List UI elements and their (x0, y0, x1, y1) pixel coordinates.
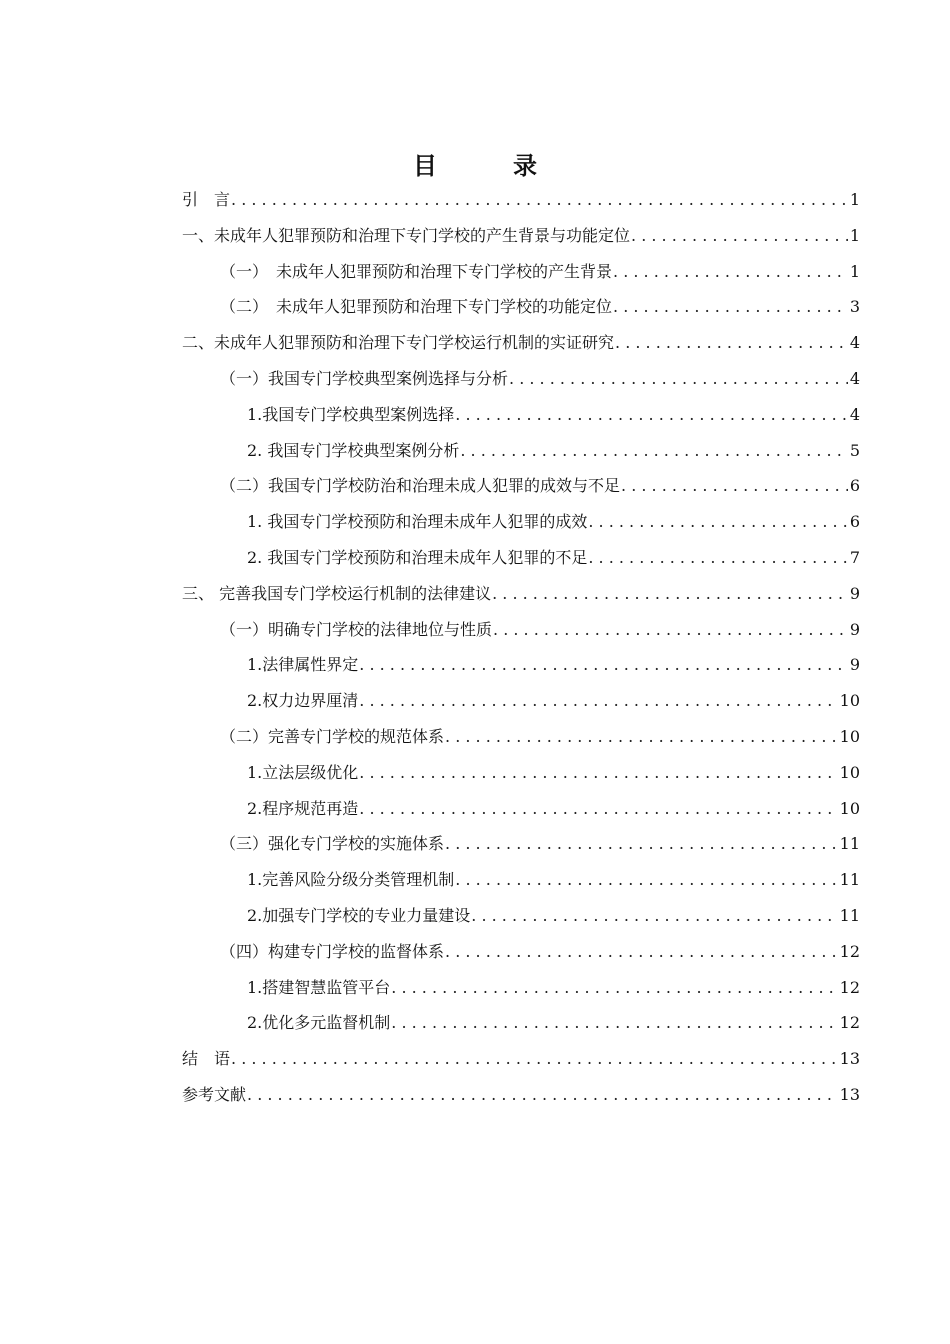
toc-page-number: 4 (849, 405, 860, 424)
toc-dot-leader (613, 295, 848, 319)
toc-page-number: 12 (839, 1013, 860, 1032)
toc-dot-leader (621, 474, 848, 498)
toc-entry[interactable] (220, 940, 860, 964)
toc-entry[interactable] (220, 367, 860, 391)
toc-entry-label: 结 语 (182, 1049, 231, 1068)
toc-entry-label: 2.优化多元监督机制 (247, 1013, 391, 1032)
toc-page-number: 6 (849, 512, 860, 531)
toc-entry[interactable] (247, 689, 860, 713)
toc-page-number: 11 (839, 870, 860, 889)
toc-entry[interactable] (247, 904, 860, 928)
toc-page-number: 10 (839, 799, 860, 818)
toc-dot-leader (445, 725, 838, 749)
toc-dot-leader (631, 224, 848, 248)
toc-entry-label: 2. 我国专门学校预防和治理未成年人犯罪的不足 (247, 548, 588, 567)
toc-dot-leader (359, 761, 837, 785)
toc-entry-label: （二）我国专门学校防治和治理未成人犯罪的成效与不足 (220, 476, 621, 495)
toc-dot-leader (391, 1011, 837, 1035)
toc-entry-label: 三、 完善我国专门学校运行机制的法律建议 (182, 584, 492, 603)
toc-entry[interactable] (182, 1047, 860, 1071)
toc-entry[interactable] (182, 188, 860, 212)
toc-dot-leader (231, 1047, 838, 1071)
toc-entry[interactable] (220, 474, 860, 498)
toc-page-number: 10 (839, 763, 860, 782)
toc-dot-leader (359, 653, 848, 677)
toc-dot-leader (615, 331, 848, 355)
toc-entry[interactable] (247, 546, 860, 570)
toc-dot-leader (445, 940, 838, 964)
toc-page-number: 10 (839, 727, 860, 746)
toc-entry[interactable] (247, 510, 860, 534)
toc-entry-label: （二）完善专门学校的规范体系 (220, 727, 445, 746)
toc-dot-leader (455, 868, 837, 892)
toc-page-number: 1 (849, 190, 860, 209)
toc-entry-label: 1.完善风险分级分类管理机制 (247, 870, 455, 889)
toc-dot-leader (359, 689, 837, 713)
toc-entry-label: （三）强化专门学校的实施体系 (220, 834, 445, 853)
toc-entry-label: 一、未成年人犯罪预防和治理下专门学校的产生背景与功能定位 (182, 226, 631, 245)
toc-entry[interactable] (182, 1083, 860, 1107)
toc-page-number: 13 (839, 1049, 860, 1068)
toc-page-number: 7 (849, 548, 860, 567)
toc-page-number: 13 (839, 1085, 860, 1104)
toc-entry[interactable] (182, 331, 860, 355)
toc-dot-leader (492, 582, 848, 606)
toc-entry-label: 2.加强专门学校的专业力量建设 (247, 906, 471, 925)
toc-dot-leader (588, 546, 847, 570)
toc-page-number: 11 (839, 906, 860, 925)
toc-page-number: 12 (839, 978, 860, 997)
toc-entry[interactable] (247, 761, 860, 785)
toc-page-number: 6 (849, 476, 860, 495)
toc-entry[interactable] (220, 295, 860, 319)
toc-entry-label: 引 言 (182, 190, 231, 209)
toc-entry[interactable] (247, 653, 860, 677)
toc-entry-label: （二） 未成年人犯罪预防和治理下专门学校的功能定位 (220, 297, 613, 316)
toc-dot-leader (493, 618, 848, 642)
toc-entry[interactable] (220, 260, 860, 284)
toc-entry-label: 1.立法层级优化 (247, 763, 359, 782)
toc-entry-label: 2.程序规范再造 (247, 799, 359, 818)
toc-entry[interactable] (220, 725, 860, 749)
toc-entry[interactable] (247, 976, 860, 1000)
toc-page-number: 1 (849, 262, 860, 281)
toc-entry-label: （一）明确专门学校的法律地位与性质 (220, 620, 493, 639)
toc-entry-label: （一）我国专门学校典型案例选择与分析 (220, 369, 509, 388)
toc-page-number: 3 (849, 297, 860, 316)
toc-page-number: 4 (849, 333, 860, 352)
toc-entry-label: 1.法律属性界定 (247, 655, 359, 674)
toc-entry[interactable] (247, 403, 860, 427)
toc-entry-label: （四）构建专门学校的监督体系 (220, 942, 445, 961)
toc-page-number: 12 (839, 942, 860, 961)
toc-page-number: 1 (849, 226, 860, 245)
toc-entry[interactable] (182, 224, 860, 248)
toc-page-number: 9 (849, 584, 860, 603)
toc-entry[interactable] (247, 1011, 860, 1035)
toc-entry-label: 二、未成年人犯罪预防和治理下专门学校运行机制的实证研究 (182, 333, 615, 352)
toc-page-number: 5 (849, 441, 860, 460)
toc-dot-leader (613, 260, 848, 284)
toc-entry-label: 参考文献 (182, 1085, 247, 1104)
toc-page-number: 9 (849, 620, 860, 639)
toc-entry[interactable] (220, 832, 860, 856)
toc-dot-leader (471, 904, 837, 928)
toc-page-number: 9 (849, 655, 860, 674)
toc-entry-label: 1.我国专门学校典型案例选择 (247, 405, 455, 424)
toc-dot-leader (588, 510, 847, 534)
toc-entry[interactable] (220, 618, 860, 642)
toc-dot-leader (247, 1083, 838, 1107)
toc-entry-label: 2. 我国专门学校典型案例分析 (247, 441, 460, 460)
toc-dot-leader (359, 797, 837, 821)
toc-title: 目 录 (413, 151, 563, 180)
toc-page-number: 10 (839, 691, 860, 710)
toc-entry[interactable] (182, 582, 860, 606)
toc-dot-leader (445, 832, 838, 856)
toc-entry[interactable] (247, 868, 860, 892)
toc-dot-leader (460, 439, 847, 463)
toc-dot-leader (455, 403, 848, 427)
toc-entry[interactable] (247, 797, 860, 821)
toc-page-number: 4 (849, 369, 860, 388)
toc-entry[interactable] (247, 439, 860, 463)
toc-entry-label: （一） 未成年人犯罪预防和治理下专门学校的产生背景 (220, 262, 613, 281)
toc-page-number: 11 (839, 834, 860, 853)
toc-entry-label: 1. 我国专门学校预防和治理未成年人犯罪的成效 (247, 512, 588, 531)
toc-entry-label: 1.搭建智慧监管平台 (247, 978, 391, 997)
toc-dot-leader (509, 367, 848, 391)
toc-entry-label: 2.权力边界厘清 (247, 691, 359, 710)
toc-dot-leader (231, 188, 848, 212)
toc-dot-leader (391, 976, 837, 1000)
